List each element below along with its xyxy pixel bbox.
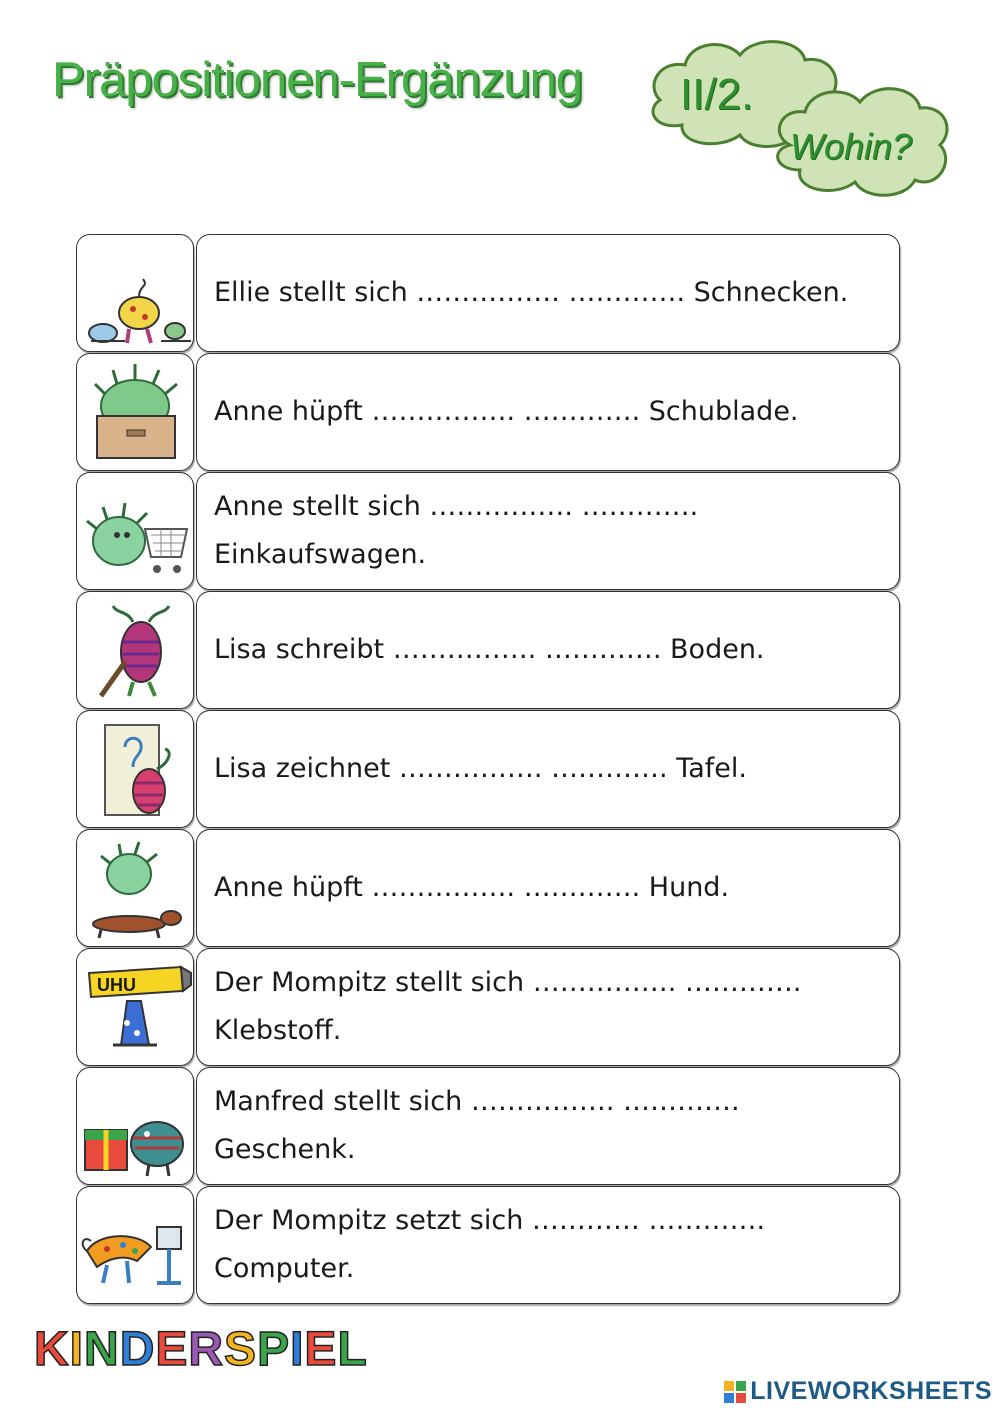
kinderspiel-logo xyxy=(34,1322,368,1377)
logo-letter: D xyxy=(119,1323,156,1376)
exercise-row xyxy=(76,234,901,352)
sentence-box[interactable] xyxy=(196,234,900,352)
sentence-box[interactable] xyxy=(196,1067,900,1185)
exercise-row xyxy=(76,472,901,590)
exercise-row xyxy=(76,1186,901,1304)
brand-text: LIVEWORKSHEETS xyxy=(750,1377,992,1405)
sentence-box[interactable] xyxy=(196,1186,900,1304)
sentence-box[interactable] xyxy=(196,829,900,947)
sentence-text: Der Mompitz stellt sich ……………. …………. Klebstoff. xyxy=(214,967,802,1046)
monster-shopping-cart-icon xyxy=(76,472,194,590)
sentence-text: Ellie stellt sich ……………. …………. Schnecken. xyxy=(214,277,849,308)
sentence-text: Der Mompitz setzt sich ………… …………. Computer. xyxy=(214,1205,766,1284)
sentence-box[interactable] xyxy=(196,353,900,471)
exercise-list xyxy=(76,234,901,1305)
monster-at-computer-icon xyxy=(76,1186,194,1304)
exercise-row xyxy=(76,710,901,828)
glue-label: UHU xyxy=(97,975,136,995)
monster-with-snails-icon xyxy=(76,234,194,352)
exercise-row xyxy=(76,591,901,709)
sentence-text: Anne hüpft ……………. …………. Hund. xyxy=(214,872,730,903)
exercise-row xyxy=(76,948,901,1066)
exercise-row xyxy=(76,829,901,947)
exercise-row xyxy=(76,353,901,471)
logo-letter: P xyxy=(257,1323,291,1376)
sentence-box[interactable] xyxy=(196,710,900,828)
monster-with-gift-icon xyxy=(76,1067,194,1185)
monster-drawing-board-icon xyxy=(76,710,194,828)
sentence-text: Lisa zeichnet ……………. …………. Tafel. xyxy=(214,753,747,784)
question-badge: Wohin? xyxy=(790,126,913,167)
logo-letter: N xyxy=(84,1323,120,1376)
sentence-text: Anne hüpft ……………. …………. Schublade. xyxy=(214,396,799,427)
level-badge: II/2. xyxy=(680,70,754,119)
monster-in-drawer-icon xyxy=(76,353,194,471)
logo-letter: K xyxy=(34,1323,70,1376)
logo-letter: S xyxy=(224,1323,258,1376)
cloud-badges xyxy=(640,30,960,220)
monster-writing-floor-icon xyxy=(76,591,194,709)
logo-letter: I xyxy=(69,1323,85,1376)
monster-under-glue-icon xyxy=(76,948,194,1066)
liveworksheets-logo-icon xyxy=(723,1380,747,1404)
sentence-box[interactable] xyxy=(196,948,900,1066)
liveworksheets-brand[interactable] xyxy=(723,1377,992,1406)
logo-letter: L xyxy=(337,1323,368,1376)
logo-letter: E xyxy=(155,1323,189,1376)
sentence-text: Lisa schreibt ……………. …………. Boden. xyxy=(214,634,765,665)
logo-letter: I xyxy=(290,1323,305,1376)
worksheet-title: Präpositionen-Ergänzung xyxy=(52,53,582,107)
sentence-text: Manfred stellt sich ……………. …………. Geschenk. xyxy=(214,1086,740,1165)
exercise-row xyxy=(76,1067,901,1185)
logo-letter: E xyxy=(304,1323,338,1376)
monster-on-dog-icon xyxy=(76,829,194,947)
sentence-box[interactable] xyxy=(196,591,900,709)
sentence-text: Anne stellt sich ……………. …………. Einkaufswagen. xyxy=(214,491,699,570)
sentence-box[interactable] xyxy=(196,472,900,590)
logo-letter: R xyxy=(188,1323,225,1376)
